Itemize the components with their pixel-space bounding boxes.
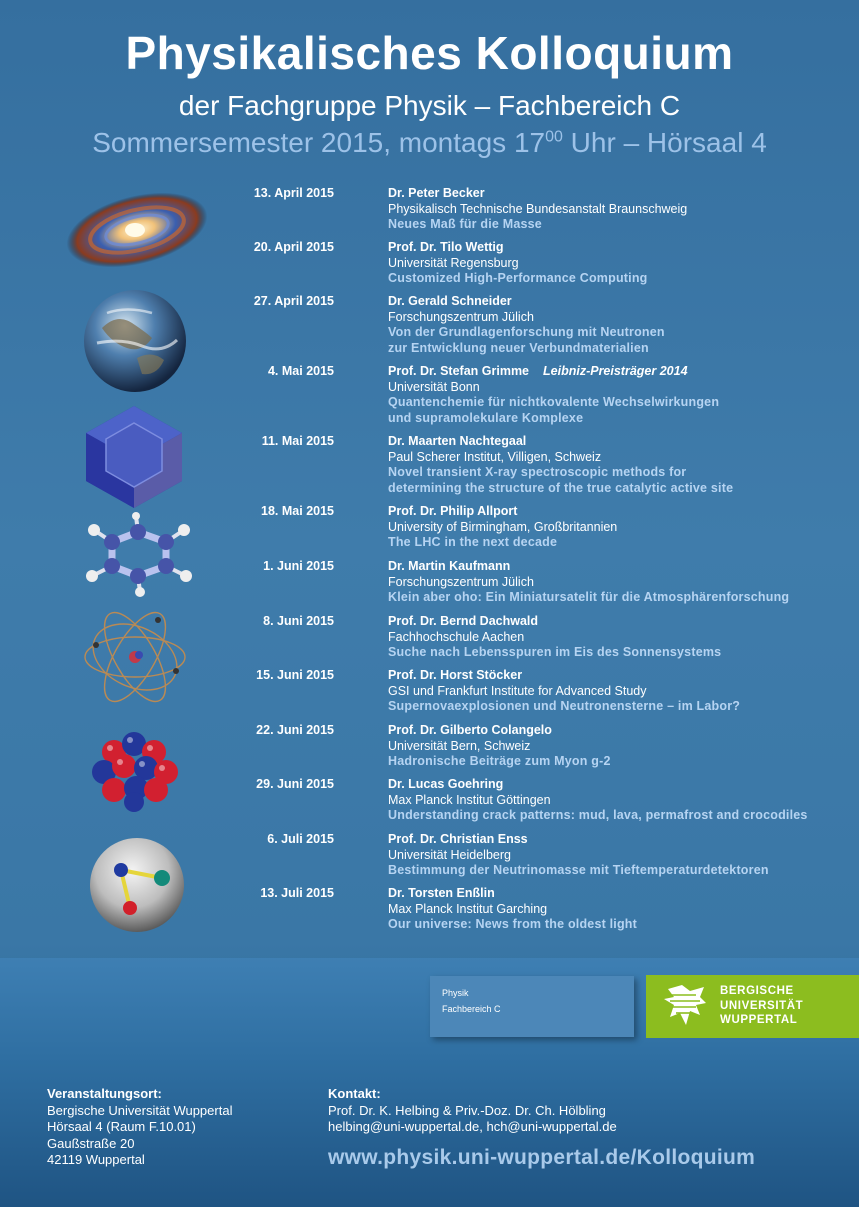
talk-speaker: Prof. Dr. Christian Enss <box>388 832 528 846</box>
talk-speaker: Dr. Martin Kaufmann <box>388 559 511 573</box>
talk-title: Klein aber oho: Ein Miniatursatelit für die Atmosphärenforschung <box>388 590 790 605</box>
physik-logo-box <box>430 976 634 1037</box>
university-name-line2: UNIVERSITÄT <box>720 999 804 1012</box>
talk-speaker: Prof. Dr. Horst Stöcker <box>388 668 523 682</box>
university-logo[interactable] <box>646 975 859 1038</box>
website-link[interactable]: www.physik.uni-wuppertal.de/Kolloquium <box>328 1146 756 1169</box>
venue-line: Gaußstraße 20 <box>47 1135 135 1151</box>
talk-title: Neues Maß für die Masse <box>388 217 542 232</box>
talk-info <box>388 614 853 661</box>
talk-date: 15. Juni 2015 <box>256 668 334 682</box>
talk-affiliation: Universität Heidelberg <box>388 847 511 862</box>
talk-info <box>388 186 853 233</box>
talk-speaker: Dr. Torsten Enßlin <box>388 886 495 900</box>
talk-info <box>388 434 853 497</box>
talk-speaker: Prof. Dr. Bernd Dachwald <box>388 614 539 628</box>
atom-icon <box>80 605 190 709</box>
talk-affiliation: Universität Regensburg <box>388 255 519 270</box>
talk-affiliation: Max Planck Institut Göttingen <box>388 792 551 807</box>
talk-date: 4. Mai 2015 <box>267 364 334 378</box>
talk-affiliation: Universität Bonn <box>388 379 480 394</box>
term-info <box>0 127 859 159</box>
page-title: Physikalisches Kolloquium <box>125 27 734 79</box>
university-name <box>720 984 803 1028</box>
talk-affiliation: Fachhochschule Aachen <box>388 629 525 644</box>
talk-date: 20. April 2015 <box>253 240 334 254</box>
talk-speaker: Dr. Gerald Schneider <box>388 294 512 308</box>
venue-block <box>47 1086 232 1169</box>
talk-speaker: Prof. Dr. Philip Allport <box>388 504 518 518</box>
venue-line: 42119 Wuppertal <box>47 1152 145 1167</box>
talk-title-line2: und supramolekulare Komplexe <box>388 411 584 426</box>
talk-info <box>388 668 853 715</box>
talk-info <box>388 504 853 551</box>
university-name-line3: WUPPERTAL <box>720 1014 798 1026</box>
talk-date: 29. Juni 2015 <box>256 777 334 791</box>
talk-affiliation: Forschungszentrum Jülich <box>388 309 534 324</box>
page-subtitle: der Fachgruppe Physik – Fachbereich C <box>178 90 681 121</box>
talk-title: Supernovaexplosionen und Neutronensterne – im Labor? <box>388 699 741 714</box>
talk-date: 13. Juli 2015 <box>260 886 334 900</box>
talk-title: Von der Grundlagenforschung mit Neutronen <box>388 325 665 340</box>
talk-affiliation: Universität Bern, Schweiz <box>388 738 531 753</box>
talk-date: 1. Juni 2015 <box>263 559 334 573</box>
talk-affiliation: GSI und Frankfurt Institute for Advanced Study <box>388 683 647 698</box>
talk-title: Suche nach Lebensspuren im Eis des Sonnensystems <box>388 645 722 660</box>
talk-title: Novel transient X-ray spectroscopic methods for <box>388 465 687 480</box>
earth-icon <box>82 288 188 394</box>
fachbereich-label: Fachbereich C <box>442 1004 501 1014</box>
talk-title-line2: zur Entwicklung neuer Verbundmaterialien <box>388 341 649 356</box>
contact-emails[interactable]: helbing@uni-wuppertal.de, hch@uni-wuppertal.de <box>328 1119 617 1134</box>
contact-names: Prof. Dr. K. Helbing & Priv.-Doz. Dr. Ch. Hölbling <box>328 1102 606 1118</box>
talk-affiliation: University of Birmingham, Großbritannien <box>388 519 618 534</box>
talk-info <box>388 723 853 770</box>
talk-info <box>388 294 853 357</box>
sphere-molecule-icon <box>86 836 188 934</box>
talk-date: 13. April 2015 <box>253 186 334 200</box>
term-prefix: Sommersemester 2015, montags 17 <box>92 127 546 158</box>
contact-block <box>328 1086 617 1136</box>
talk-title: Bestimmung der Neutrinomasse mit Tieftemperaturdetektoren <box>388 863 769 878</box>
talk-speaker: Dr. Peter Becker <box>388 186 485 200</box>
talk-affiliation: Paul Scherer Institut, Villigen, Schweiz <box>388 449 602 464</box>
talk-affiliation: Max Planck Institut Garching <box>388 901 548 916</box>
physik-label: Physik <box>442 988 469 998</box>
nucleus-icon <box>84 722 186 814</box>
talk-speaker: Prof. Dr. Gilberto Colangelo <box>388 723 552 737</box>
university-emblem-icon <box>660 981 712 1033</box>
talk-title: Customized High-Performance Computing <box>388 271 648 286</box>
talk-date: 11. Mai 2015 <box>261 434 334 448</box>
talk-date: 18. Mai 2015 <box>261 504 334 518</box>
talk-info <box>388 832 853 879</box>
term-suffix: Uhr – Hörsaal 4 <box>562 127 767 158</box>
talk-info <box>388 886 853 933</box>
university-name-line1: BERGISCHE <box>720 985 794 997</box>
talk-affiliation: Forschungszentrum Jülich <box>388 574 534 589</box>
crystal-icon <box>80 403 188 511</box>
galaxy-icon <box>62 178 212 283</box>
talk-title: Understanding crack patterns: mud, lava, permafrost and crocodiles <box>388 808 808 823</box>
talk-info <box>388 240 853 287</box>
molecule-icon <box>80 512 196 598</box>
venue-line: Bergische Universität Wuppertal <box>47 1102 233 1118</box>
venue-heading: Veranstaltungsort: <box>47 1086 162 1101</box>
talk-speaker: Dr. Lucas Goehring <box>388 777 504 791</box>
talk-speaker: Prof. Dr. Tilo Wettig <box>388 240 504 254</box>
talk-info <box>388 364 853 427</box>
talk-date: 22. Juni 2015 <box>256 723 334 737</box>
talk-date: 8. Juni 2015 <box>263 614 334 628</box>
talk-speaker: Prof. Dr. Stefan Grimme <box>388 364 530 378</box>
venue-line: Hörsaal 4 (Raum F.10.01) <box>47 1119 196 1134</box>
talk-date: 27. April 2015 <box>253 294 334 308</box>
talk-title-line2: determining the structure of the true catalytic active site <box>388 481 734 496</box>
talk-title: Hadronische Beiträge zum Myon g-2 <box>388 754 611 769</box>
talk-title: Quantenchemie für nichtkovalente Wechselwirkungen <box>388 395 720 410</box>
talk-speaker: Dr. Maarten Nachtegaal <box>388 434 527 448</box>
talk-award: Leibniz-Preisträger 2014 <box>543 364 688 378</box>
talk-affiliation: Physikalisch Technische Bundesanstalt Braunschweig <box>388 201 688 216</box>
talk-info <box>388 559 853 606</box>
talk-title: The LHC in the next decade <box>388 535 558 550</box>
talk-info <box>388 777 853 824</box>
talk-date: 6. Juli 2015 <box>267 832 334 846</box>
term-time-sup: 00 <box>545 128 563 146</box>
contact-heading: Kontakt: <box>328 1086 381 1101</box>
talk-title: Our universe: News from the oldest light <box>388 917 638 932</box>
